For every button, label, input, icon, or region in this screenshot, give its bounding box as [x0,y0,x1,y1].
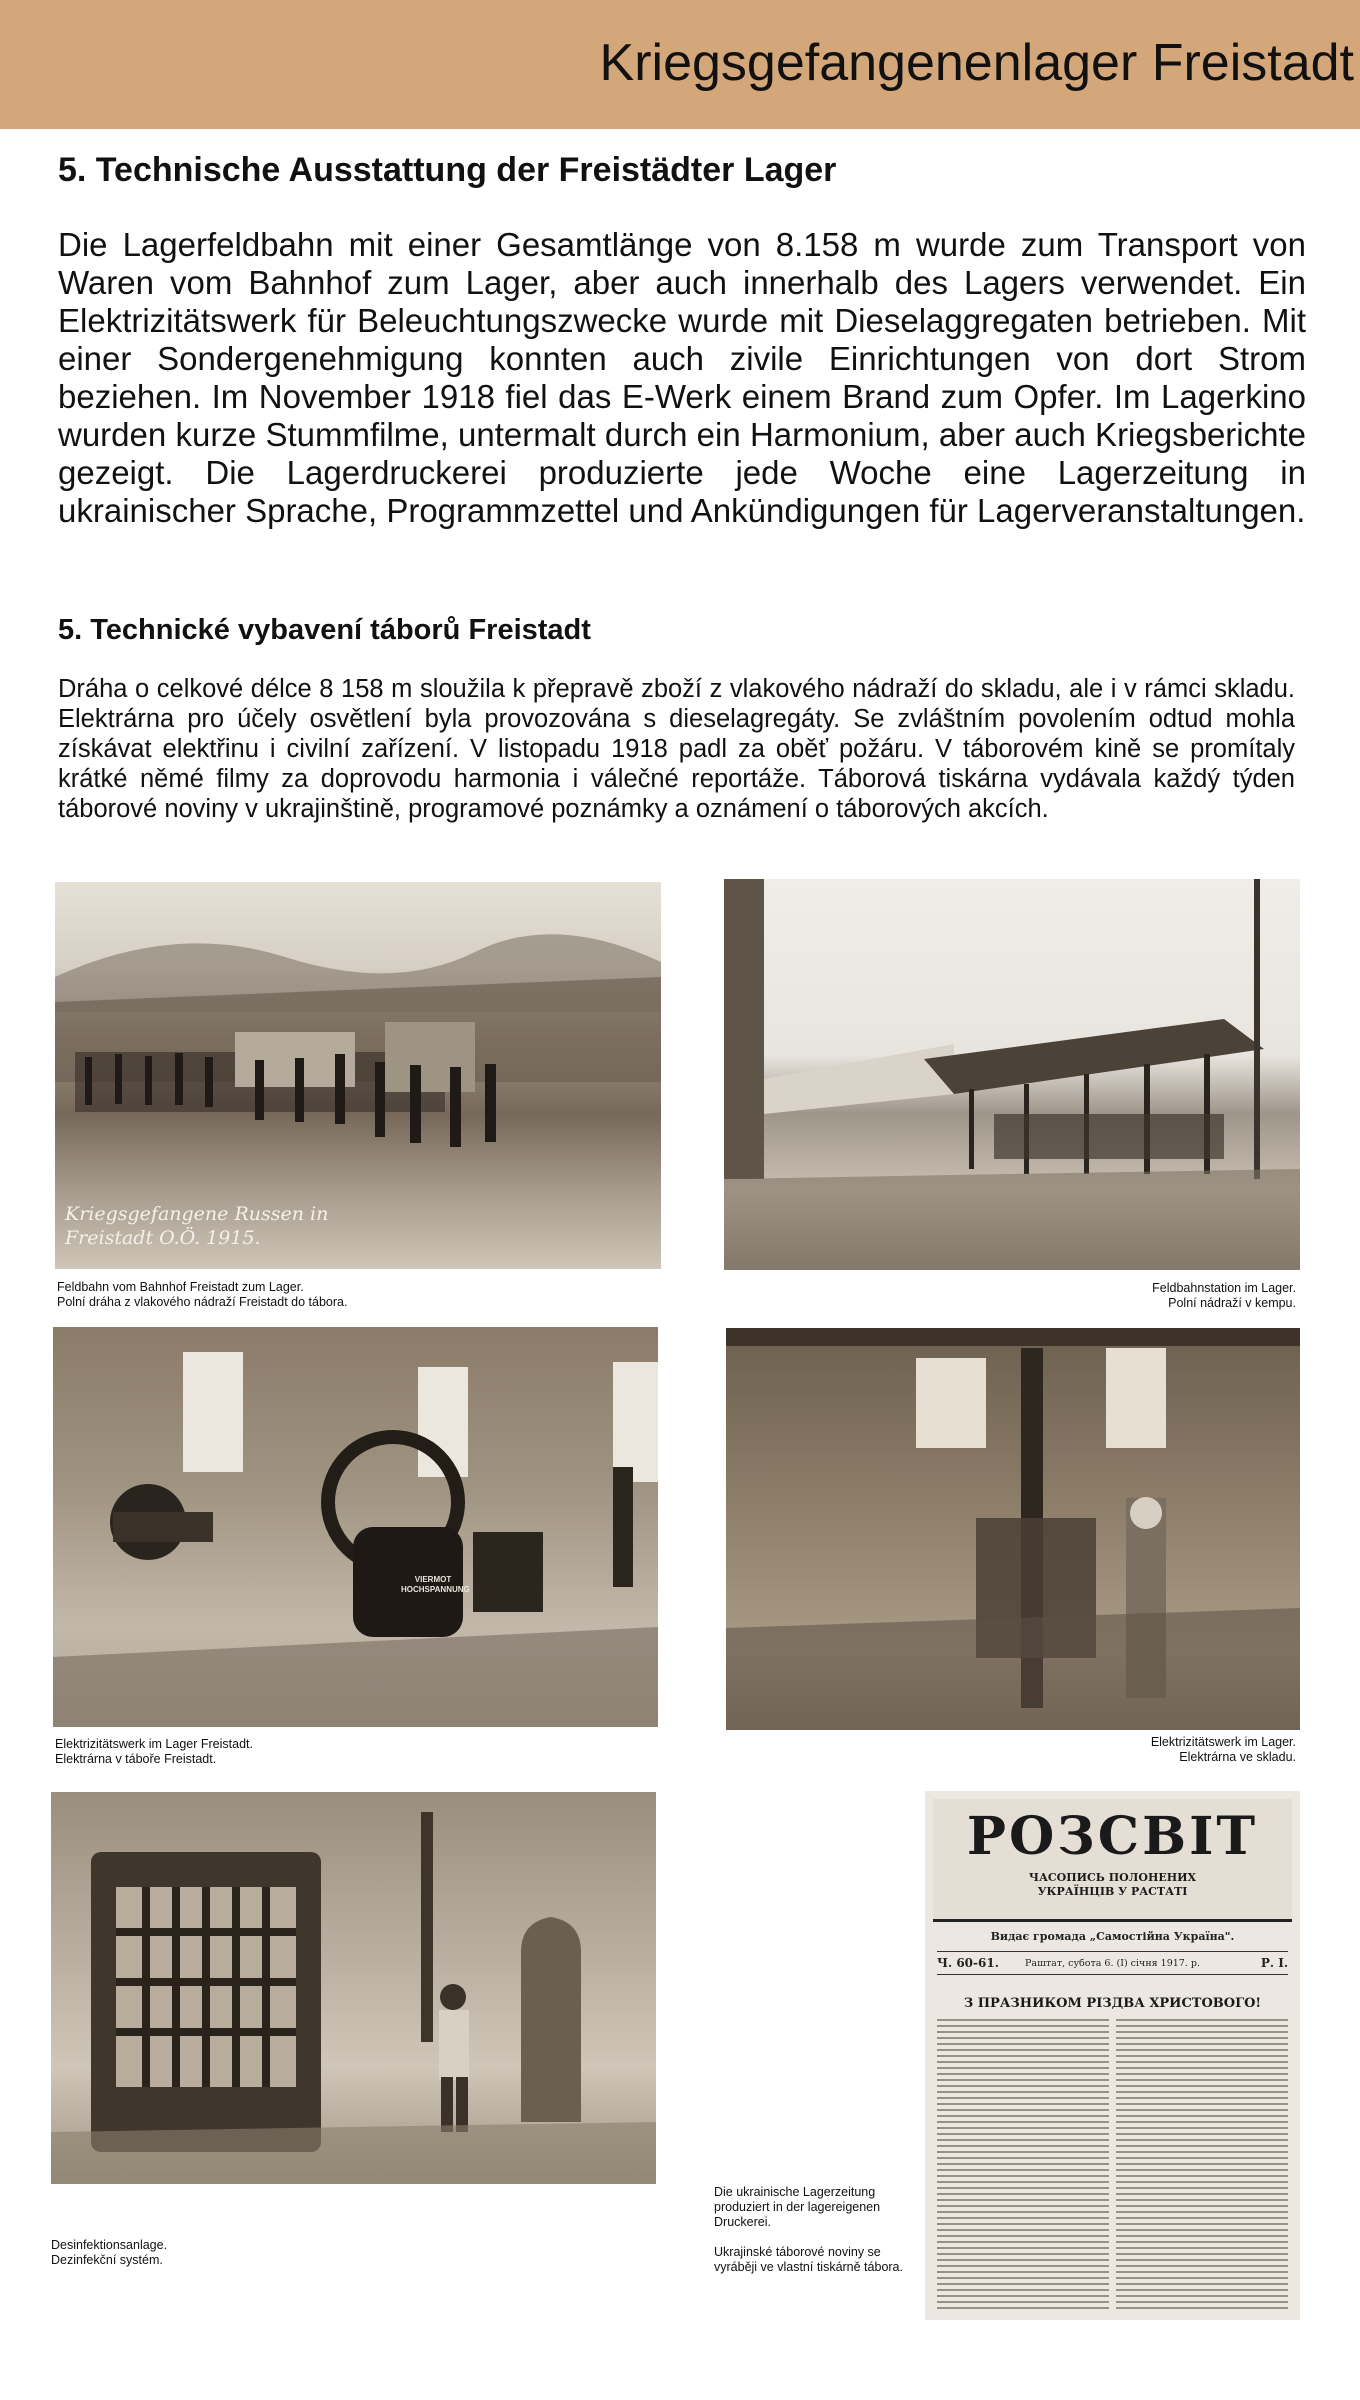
newspaper-image [925,1791,1300,2320]
newspaper-issue-year: Р. І. [1260,1957,1288,1969]
czech-heading: 5. Technické vybavení táborů Freistadt [58,614,591,646]
newspaper-column-left [937,2019,1109,2309]
caption-cz: Dezinfekční systém. [51,2253,163,2267]
photo-disinfection-plant [51,1792,656,2184]
photo-power-plant-interior-illustration [726,1328,1300,1730]
photo-railway-station-illustration [724,879,1300,1270]
photo-power-plant-illustration [53,1327,658,1727]
newspaper-subtitle-1: ЧАСОПИСЬ ПОЛОНЕНИХ [1028,1871,1197,1884]
caption-railway-station [1000,1281,1296,1311]
caption-newspaper [714,2185,914,2275]
caption-cz: Ukrajinské táborové noviny se vyráběji ve vlastní tiskárně tábora. [714,2245,903,2274]
page-title: Kriegsgefangenenlager Freistadt [599,34,1354,92]
newspaper-column-right [1116,2019,1288,2309]
newspaper-issue-number: Ч. 60-61. [937,1957,999,1969]
header-bar [0,0,1360,129]
newspaper-issue-date: Раштат, субота 6. (I) січня 1917. р. [1025,1958,1200,1969]
caption-power-plant-interior [1000,1735,1296,1765]
newspaper-headline: З ПРАЗНИКОМ РІЗДВА ХРИСТОВОГО! [963,1996,1262,2011]
caption-cz: Elektrárna ve skladu. [1179,1750,1296,1764]
photo-power-plant-interior [726,1328,1300,1730]
german-paragraph: Die Lagerfeldbahn mit einer Gesamtlänge von 8.158 m wurde zum Transport von Waren vom Bahnhof zum Lager, aber auch innerhalb des Lagers verwendet. Ein Elektrizitätswerk für Beleuchtungszwecke wurde mit Dieselaggregaten betrieben. Mit einer Sondergenehmigung konnten auch zivile Einrichtungen von dort Strom beziehen. Im November 1918 fiel das E-Werk einem Brand zum Opfer. Im Lagerkino wurden kurze Stummfilme, untermalt durch ein Harmonium, aber auch Kriegsberichte gezeigt. Die Lagerdruckerei produzierte jede Woche eine Lagerzeitung in ukrainischer Sprache, Programmzettel und Ankündigungen für Lagerveranstaltungen. [58,226,1306,529]
caption-de: Feldbahn vom Bahnhof Freistadt zum Lager. [57,1280,304,1294]
photo-power-plant [53,1327,658,1727]
newspaper-subtitle-2: УКРАЇНЦІВ У РАСТАТІ [1037,1885,1188,1898]
newspaper-masthead [933,1799,1292,1922]
caption-de: Feldbahnstation im Lager. [1152,1281,1296,1295]
caption-de: Desinfektionsanlage. [51,2238,168,2252]
caption-de: Elektrizitätswerk im Lager Freistadt. [55,1737,253,1751]
newspaper-rule [937,1974,1288,1975]
caption-cz: Polní nádraží v kempu. [1168,1296,1296,1310]
newspaper-rule [937,1951,1288,1952]
caption-de: Die ukrainische Lagerzeitung produziert in der lagereigenen Druckerei. [714,2185,881,2229]
photo-disinfection-plant-illustration [51,1792,656,2184]
machine-label: VIERMOT HOCHSPANNUNG [401,1575,470,1594]
photo-field-railway [55,882,661,1269]
newspaper-publisher: Видає громада „Самостійна Україна". [990,1931,1235,1943]
newspaper-title: РОЗСВІТ [966,1806,1259,1867]
caption-disinfection-plant [51,2238,167,2268]
photo-railway-station [724,879,1300,1270]
caption-de: Elektrizitätswerk im Lager. [1150,1735,1296,1749]
caption-field-railway [57,1280,347,1310]
caption-cz: Elektrárna v táboře Freistadt. [55,1752,217,1766]
caption-cz: Polní dráha z vlakového nádraží Freistadt do tábora. [57,1295,348,1309]
german-heading: 5. Technische Ausstattung der Freistädter Lager [58,151,837,189]
czech-paragraph: Dráha o celkové délce 8 158 m sloužila k přepravě zboží z vlakového nádraží do skladu, ale i v rámci skladu. Elektrárna pro účely osvětlení byla provozována s dieselagregáty. Se zvláštním povolením odtud mohla získávat elektřinu i civilní zařízení. V listopadu 1918 padl za oběť požáru. V táborovém kině se promítaly krátké němé filmy za doprovodu harmonia i válečné reportáže. Táborová tiskárna vydávala každý týden táborové noviny v ukrajinštině, programové poznámky a oznámení o táborových akcích. [58,675,1295,823]
caption-power-plant [55,1737,253,1767]
photo-inscription: Kriegsgefangene Russen in Freistadt O.Ö. 1915. [65,1203,329,1249]
